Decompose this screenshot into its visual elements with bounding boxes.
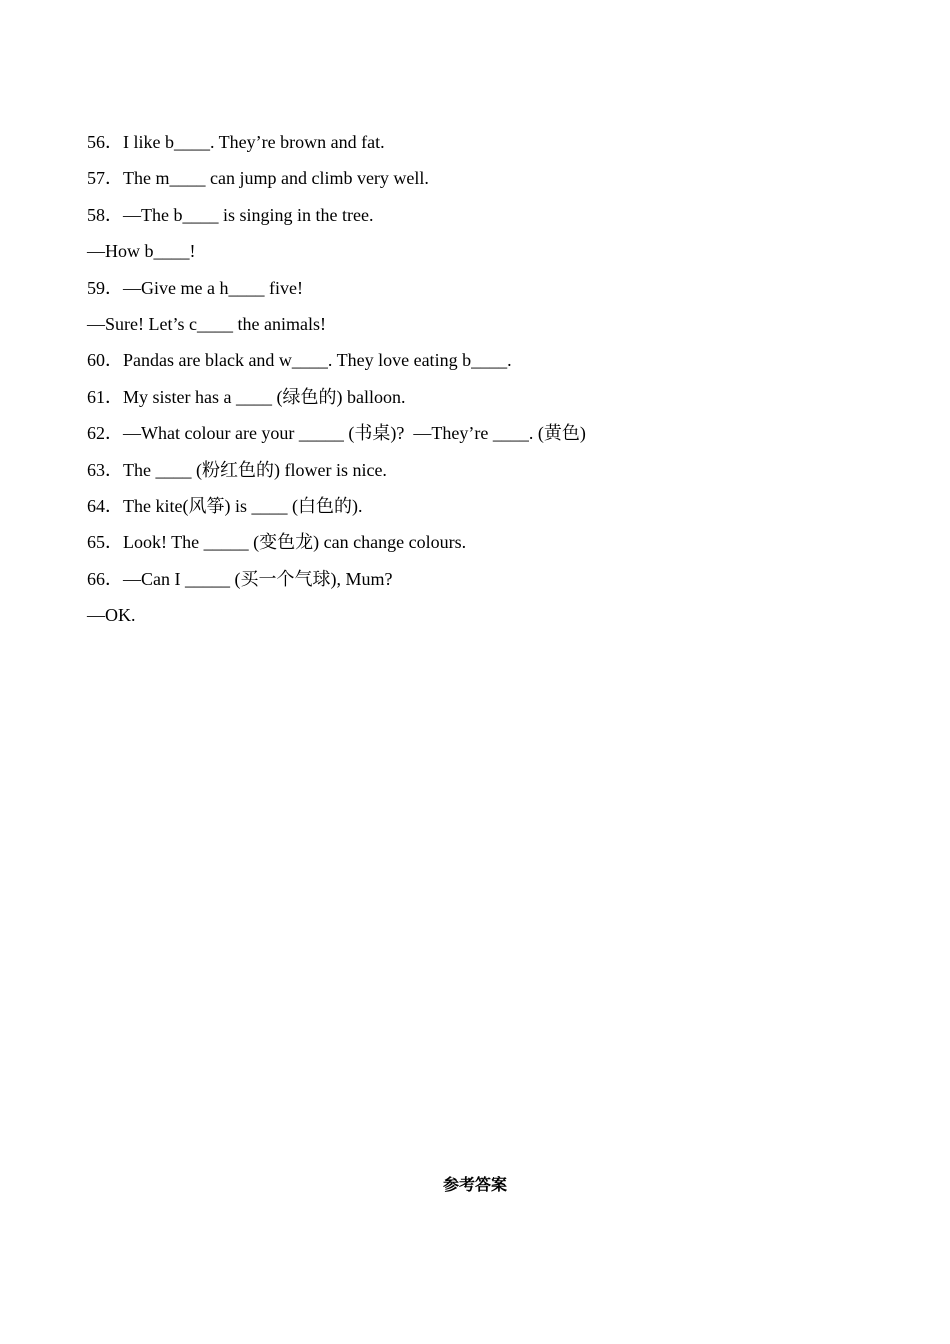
exercise-59-reply: —Sure! Let’s c____ the animals!: [87, 313, 326, 334]
exercise-66-reply: —OK.: [87, 605, 136, 626]
exercise-56: 56．I like b____. They’re brown and fat.: [87, 132, 385, 152]
exercise-list: [87, 124, 867, 633]
exercise-63: 63．The ____ (粉红色的) flower is nice.: [87, 459, 387, 480]
exercise-64: 64．The kite(风筝) is ____ (白色的).: [87, 495, 363, 516]
exercise-66: 66．—Can I _____ (买一个气球), Mum?: [87, 568, 393, 589]
answer-key-heading: 参考答案: [442, 1175, 507, 1194]
exercise-57: 57．The m____ can jump and climb very well.: [87, 168, 429, 189]
exercise-65: 65．Look! The _____ (变色龙) can change colours.: [87, 532, 467, 553]
exercise-62: 62．—What colour are your _____ (书桌)? —They’re ____. (黄色): [87, 423, 586, 444]
exercise-60: 60．Pandas are black and w____. They love eating b____.: [87, 350, 512, 371]
exercise-61: 61．My sister has a ____ (绿色的) balloon.: [87, 386, 406, 407]
exercise-58-reply: —How b____!: [87, 241, 196, 262]
exercise-58: 58．—The b____ is singing in the tree.: [87, 204, 374, 225]
exercise-59: 59．—Give me a h____ five!: [87, 277, 303, 298]
